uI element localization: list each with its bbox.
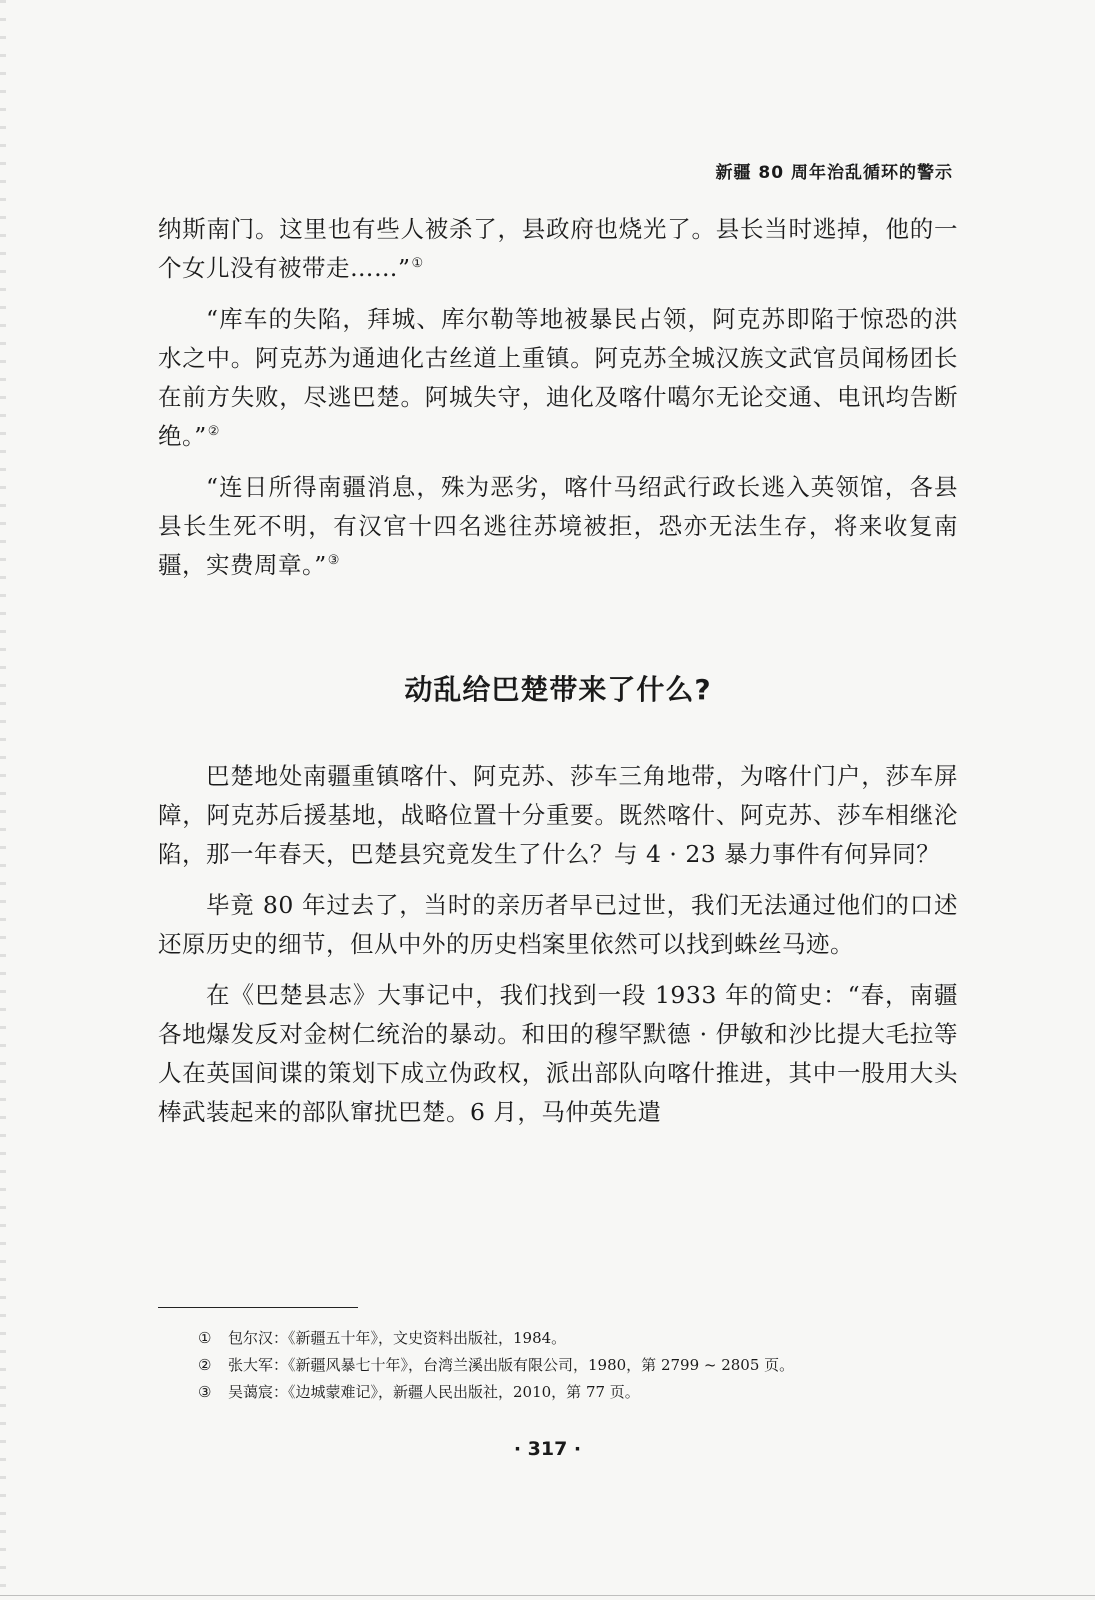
paragraph-continuation: 纳斯南门。这里也有些人被杀了，县政府也烧光了。县长当时逃掉，他的一个女儿没有被带走……”① — [158, 215, 958, 282]
scan-bottom-edge — [0, 1595, 1095, 1600]
footnote — [198, 1325, 794, 1352]
footnotes — [198, 1325, 794, 1406]
footnote-text: 包尔汉：《新疆五十年》，文史资料出版社，1984。 — [228, 1329, 567, 1347]
footnote-reference: ② — [207, 424, 220, 440]
footnote-reference: ① — [411, 256, 424, 272]
paragraph-quote: “库车的失陷，拜城、库尔勒等地被暴民占领，阿克苏即陷于惊恐的洪水之中。阿克苏为通迪化古丝道上重镇。阿克苏全城汉族文武官员闻杨团长在前方失败，尽逃巴楚。阿城失守，迪化及喀什噶尔无论交通、电讯均告断绝。”② — [158, 305, 958, 450]
scan-edge — [0, 0, 6, 1600]
footnote-mark: ③ — [198, 1383, 212, 1401]
paragraph: 毕竟 80 年过去了，当时的亲历者早已过世，我们无法通过他们的口述还原历史的细节，但从中外的历史档案里依然可以找到蛛丝马迹。 — [158, 891, 958, 958]
footnote-mark: ② — [198, 1356, 212, 1374]
footnote-reference: ③ — [327, 553, 340, 569]
paragraph: 巴楚地处南疆重镇喀什、阿克苏、莎车三角地带，为喀什门户，莎车屏障，阿克苏后援基地，战略位置十分重要。既然喀什、阿克苏、莎车相继沦陷，那一年春天，巴楚县究竟发生了什么？与 4 · 23 暴力事件有何异同？ — [158, 762, 958, 868]
footnote — [198, 1352, 794, 1379]
footnote-divider — [158, 1307, 358, 1308]
footnote-text: 张大军：《新疆风暴七十年》，台湾兰溪出版有限公司，1980，第 2799 ~ 2805 页。 — [228, 1356, 795, 1374]
footnote — [198, 1379, 794, 1406]
page-number: · 317 · — [513, 1438, 582, 1460]
section-text-block — [158, 757, 958, 1132]
paragraph-quote: “连日所得南疆消息，殊为恶劣，喀什马绍武行政长逃入英领馆，各县县长生死不明，有汉官十四名逃往苏境被拒，恐亦无法生存，将来收复南疆，实费周章。”③ — [158, 473, 958, 579]
section-heading: 动乱给巴楚带来了什么? — [404, 673, 712, 706]
running-header: 新疆 80 周年治乱循环的警示 — [715, 163, 953, 183]
paragraph: 在《巴楚县志》大事记中，我们找到一段 1933 年的简史：“春，南疆各地爆发反对金树仁统治的暴动。和田的穆罕默德 · 伊敏和沙比提大毛拉等人在英国间谍的策划下成立伪政权，派出部队向喀什推进，其中一股用大头棒武装起来的部队窜扰巴楚。6 月，马仲英先遣 — [158, 981, 958, 1126]
footnote-text: 吴蔼宸：《边城蒙难记》，新疆人民出版社，2010，第 77 页。 — [228, 1383, 640, 1401]
top-text-block — [158, 210, 958, 585]
footnote-mark: ① — [198, 1329, 212, 1347]
